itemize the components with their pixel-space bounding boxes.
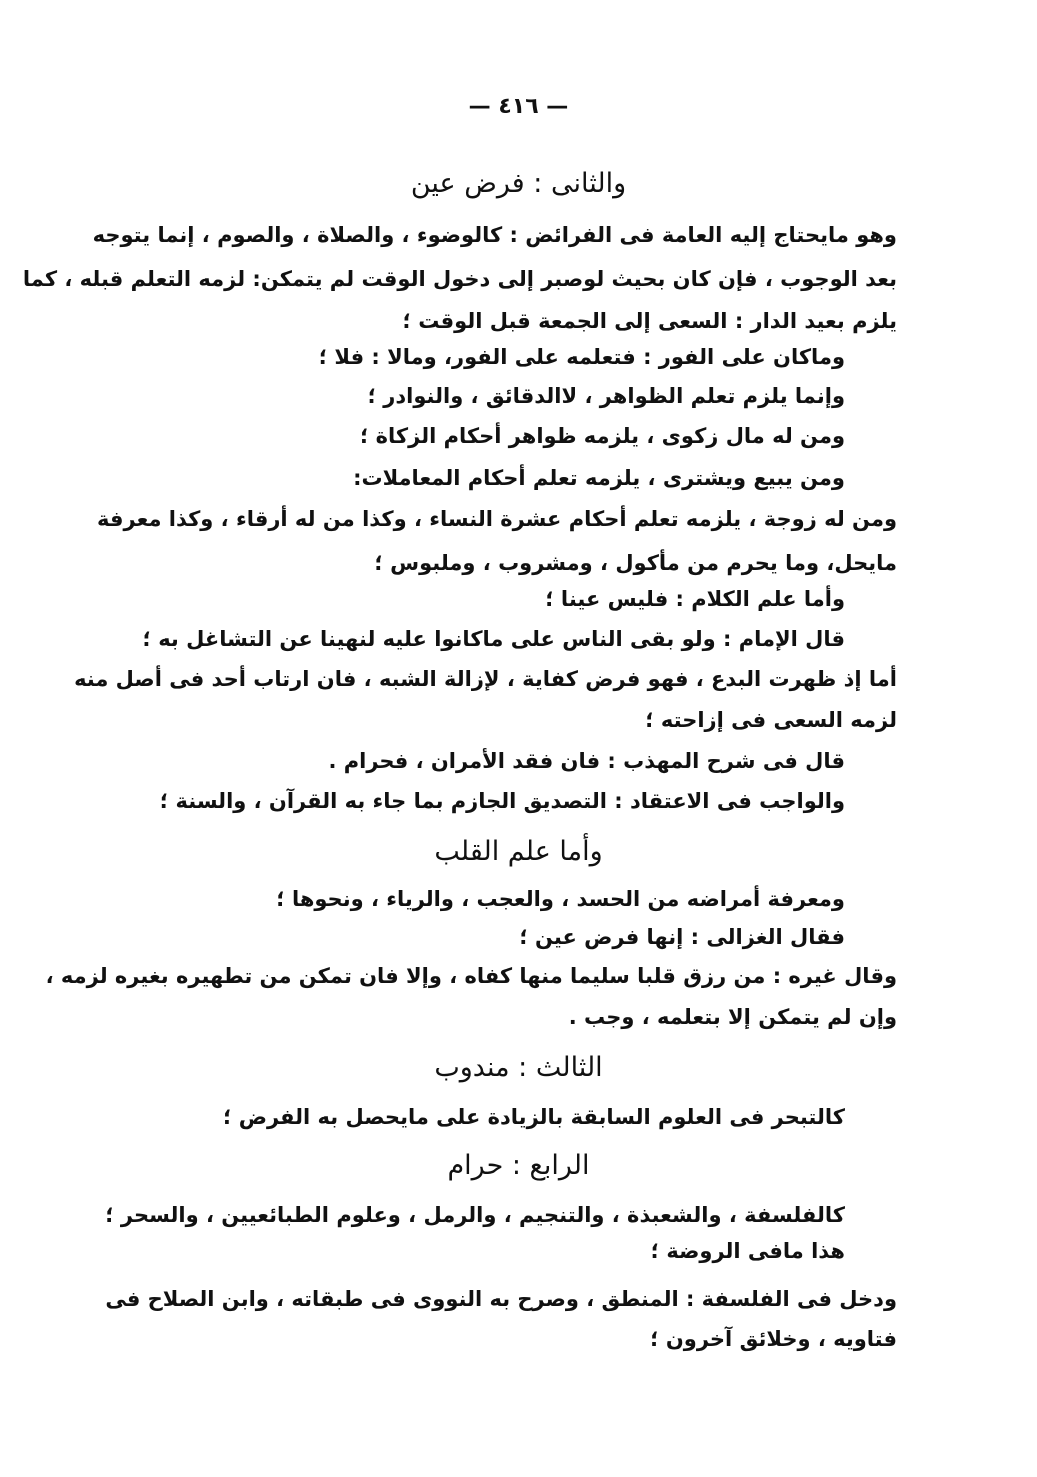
text-line: يلزم بعيد الدار : السعى إلى الجمعة قبل الوقت ؛ <box>402 309 897 333</box>
text-line: مايحل، وما يحرم من مأكول ، ومشروب ، وملبوس ؛ <box>374 551 897 575</box>
text-line: هذا مافى الروضة ؛ <box>650 1239 845 1263</box>
text-line: ومعرفة أمراضه من الحسد ، والعجب ، والرياء ، ونحوها ؛ <box>276 887 845 911</box>
text-line: كالتبحر فى العلوم السابقة بالزيادة على مايحصل به الفرض ؛ <box>223 1105 845 1129</box>
text-line: ومن له زوجة ، يلزمه تعلم أحكام عشرة النساء ، وكذا من له أرقاء ، وكذا معرفة <box>97 507 897 531</box>
text-line: وماكان على الفور : فتعلمه على الفور، ومالا : فلا ؛ <box>318 345 845 369</box>
text-line: فقال الغزالى : إنها فرض عين ؛ <box>519 925 845 949</box>
text-line: أما إذ ظهرت البدع ، فهو فرض كفاية ، لإزالة الشبه ، فان ارتاب أحد فى أصل منه <box>74 667 897 691</box>
text-line: قال فى شرح المهذب : فان فقد الأمران ، فحرام . <box>328 749 845 773</box>
text-line: قال الإمام : ولو بقى الناس على ماكانوا عليه لنهينا عن التشاغل به ؛ <box>142 627 845 651</box>
text-line: ودخل فى الفلسفة : المنطق ، وصرح به النووى فى طبقاته ، وابن الصلاح فى <box>105 1287 897 1311</box>
text-line: بعد الوجوب ، فإن كان بحيث لوصبر إلى دخول الوقت لم يتمكن: لزمه التعلم قبله ، كما <box>22 267 897 291</box>
section-heading-ilm-al-qalb: وأما علم القلب <box>434 836 603 867</box>
text-line: والواجب فى الاعتقاد : التصديق الجازم بما جاء به القرآن ، والسنة ؛ <box>159 789 845 813</box>
section-heading-fard-ayn: والثانى : فرض عين <box>410 168 627 199</box>
text-line: وإنما يلزم تعلم الظواهر ، لاالدقائق ، والنوادر ؛ <box>367 384 845 408</box>
text-line: ومن له مال زكوى ، يلزمه ظواهر أحكام الزكاة ؛ <box>359 424 845 448</box>
text-line: فتاويه ، وخلائق آخرون ؛ <box>650 1327 897 1351</box>
text-line: وإن لم يتمكن إلا بتعلمه ، وجب . <box>568 1005 897 1029</box>
section-heading-mandub: الثالث : مندوب <box>434 1052 603 1083</box>
text-line: كالفلسفة ، والشعبذة ، والتنجيم ، والرمل ، وعلوم الطبائعيين ، والسحر ؛ <box>105 1203 845 1227</box>
text-line: ومن يبيع ويشترى ، يلزمه تعلم أحكام المعاملات: <box>353 466 845 490</box>
section-heading-haram: الرابع : حرام <box>447 1150 590 1181</box>
text-line: وقال غيره : من رزق قلبا سليما منها كفاه ، وإلا فان تمكن من تطهيره بغيره لزمه ، <box>45 964 897 988</box>
text-line: وأما علم الكلام : فليس عينا ؛ <box>545 587 845 611</box>
text-line: وهو مايحتاج إليه العامة فى الفرائض : كالوضوء ، والصلاة ، والصوم ، إنما يتوجه <box>92 223 897 247</box>
text-line: لزمه السعى فى إزاحته ؛ <box>645 708 897 732</box>
page-number: — ٤١٦ — <box>468 94 569 119</box>
